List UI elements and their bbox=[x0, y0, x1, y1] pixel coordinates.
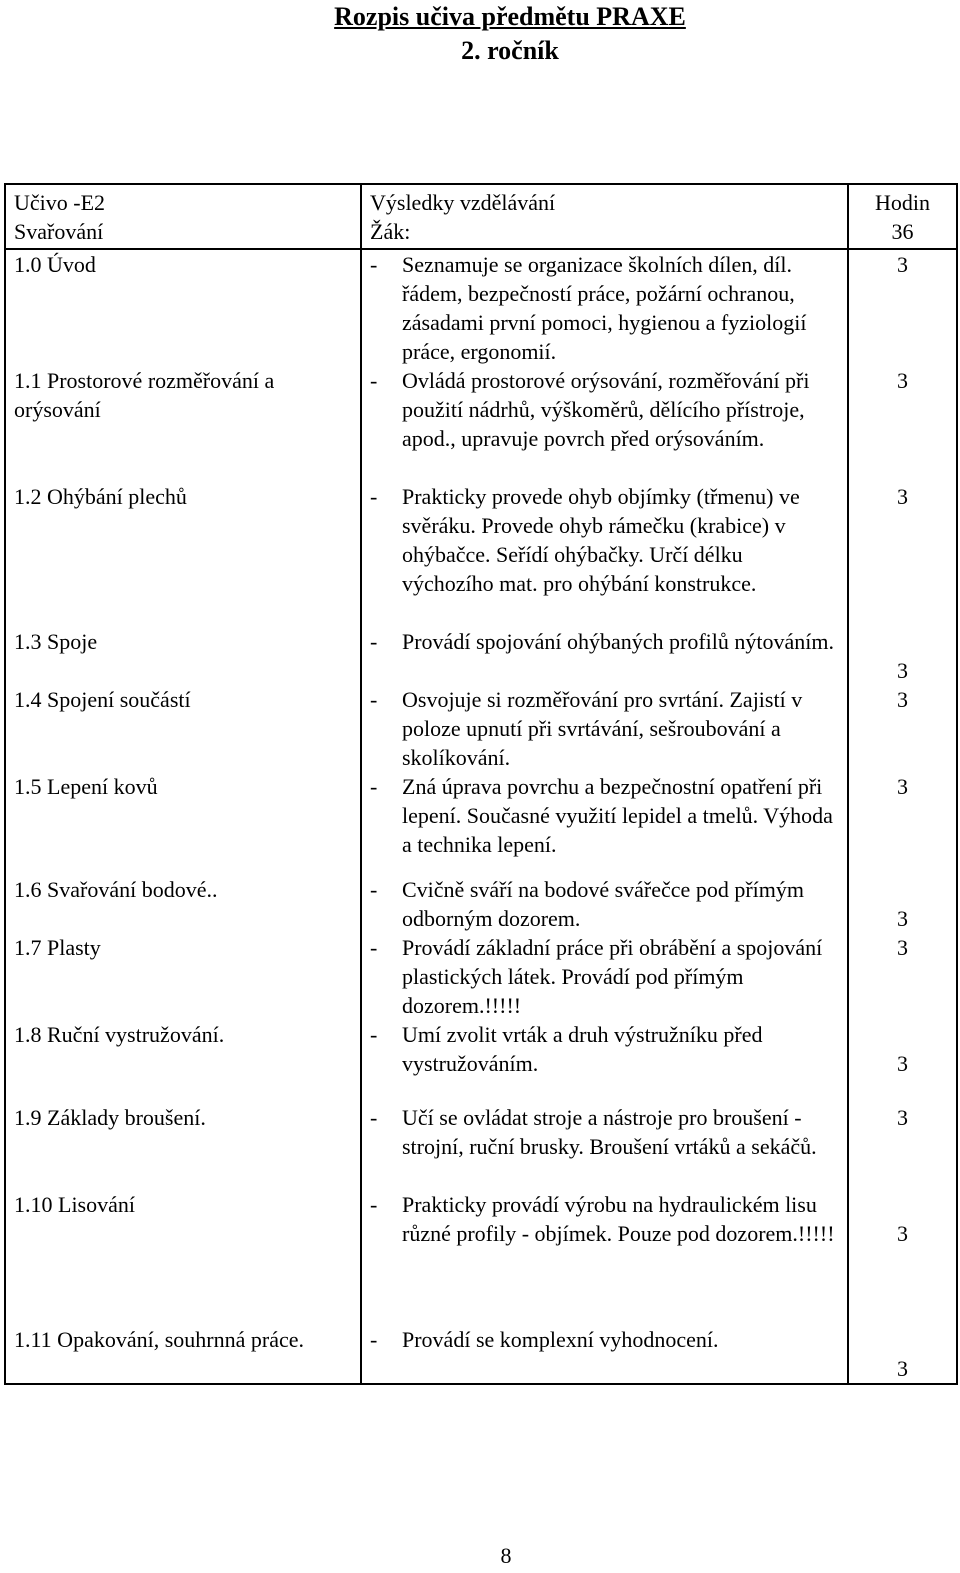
topic-cell bbox=[5, 1190, 361, 1325]
result-text: Prakticky provádí výrobu na hydraulickém lisu různé profily - objímek. Pouze pod dozorem.!!!!! bbox=[402, 1192, 835, 1246]
result-dash: - bbox=[370, 1105, 378, 1130]
page-number: 8 bbox=[500, 1543, 512, 1568]
topic-cell bbox=[5, 685, 361, 772]
table-row bbox=[5, 366, 957, 482]
title-line-2: 2. ročník bbox=[461, 36, 559, 65]
hours-cell: 3 bbox=[848, 366, 957, 482]
table-row bbox=[5, 1103, 957, 1190]
hours-cell: 3 bbox=[848, 627, 957, 685]
hours-cell: 3 bbox=[848, 685, 957, 772]
table-row bbox=[5, 685, 957, 772]
result-cell bbox=[361, 1325, 848, 1384]
topic-label: 1.9 Základy broušení. bbox=[14, 1105, 206, 1130]
result-cell bbox=[361, 875, 848, 933]
hours-cell: 3 bbox=[848, 1325, 957, 1384]
header-topic-line-1: Učivo -E2 bbox=[14, 190, 106, 215]
topic-label: 1.7 Plasty bbox=[14, 935, 101, 960]
header-topic-cell bbox=[5, 184, 361, 249]
result-text: Ovládá prostorové orýsování, rozměřování při použití nádrhů, výškoměrů, dělícího přístroje, apod., upravuje povrch před orýsováním. bbox=[402, 368, 810, 451]
result-dash: - bbox=[370, 1022, 378, 1047]
result-text: Prakticky provede ohyb objímky (třmenu) ve svěráku. Provede ohyb rámečku (krabice) v ohýbačce. Seřídí ohýbačky. Určí délku výchozího mat. pro ohýbání konstrukce. bbox=[402, 484, 800, 596]
table-row bbox=[5, 1325, 957, 1384]
topic-label: 1.10 Lisování bbox=[14, 1192, 135, 1217]
table-row bbox=[5, 249, 957, 366]
topic-label: 1.4 Spojení součástí bbox=[14, 687, 191, 712]
result-text: Osvojuje si rozměřování pro svrtání. Zajistí v poloze upnutí při svrtávání, sešroubování a skolíkování. bbox=[402, 687, 803, 770]
topic-cell bbox=[5, 1103, 361, 1190]
header-hours-line-2: 36 bbox=[891, 219, 914, 244]
result-cell bbox=[361, 772, 848, 875]
result-dash: - bbox=[370, 629, 378, 654]
result-dash: - bbox=[370, 484, 378, 509]
topic-label: 1.1 Prostorové rozměřování a orýsování bbox=[14, 368, 275, 422]
result-cell bbox=[361, 1190, 848, 1325]
hours-cell: 3 bbox=[848, 772, 957, 875]
result-text: Provádí spojování ohýbaných profilů nýtováním. bbox=[402, 629, 834, 654]
result-cell bbox=[361, 249, 848, 366]
topic-label: 1.3 Spoje bbox=[14, 629, 98, 654]
result-text: Zná úprava povrchu a bezpečnostní opatření při lepení. Současné využití lepidel a tmelů. Výhoda a technika lepení. bbox=[402, 774, 833, 857]
hours-cell: 3 bbox=[848, 1190, 957, 1325]
hours-cell: 3 bbox=[848, 1103, 957, 1190]
hours-cell: 3 bbox=[848, 482, 957, 627]
topic-cell bbox=[5, 875, 361, 933]
result-cell bbox=[361, 1103, 848, 1190]
topic-label: 1.0 Úvod bbox=[14, 252, 96, 277]
result-cell bbox=[361, 366, 848, 482]
table-row bbox=[5, 482, 957, 627]
table-row bbox=[5, 1020, 957, 1103]
result-cell bbox=[361, 685, 848, 772]
table-header-row bbox=[5, 184, 957, 249]
header-results-cell bbox=[361, 184, 848, 249]
result-cell bbox=[361, 627, 848, 685]
topic-label: 1.8 Ruční vystružování. bbox=[14, 1022, 225, 1047]
header-topic-line-2: Svařování bbox=[14, 219, 104, 244]
topic-cell bbox=[5, 772, 361, 875]
table-row bbox=[5, 875, 957, 933]
topic-label: 1.6 Svařování bodové.. bbox=[14, 877, 218, 902]
result-dash: - bbox=[370, 368, 378, 393]
header-hours-line-1: Hodin bbox=[875, 190, 930, 215]
topic-cell bbox=[5, 933, 361, 1020]
result-dash: - bbox=[370, 1192, 378, 1217]
result-cell bbox=[361, 1020, 848, 1103]
result-text: Učí se ovládat stroje a nástroje pro broušení - strojní, ruční brusky. Broušení vrtáků a sekáčů. bbox=[402, 1105, 817, 1159]
result-cell bbox=[361, 933, 848, 1020]
result-dash: - bbox=[370, 774, 378, 799]
header-results-line-1: Výsledky vzdělávání bbox=[370, 190, 556, 215]
topic-cell bbox=[5, 1020, 361, 1103]
topic-label: 1.5 Lepení kovů bbox=[14, 774, 158, 799]
topic-label: 1.11 Opakování, souhrnná práce. bbox=[14, 1327, 304, 1352]
hours-cell: 3 bbox=[848, 1020, 957, 1103]
table-row bbox=[5, 1190, 957, 1325]
table-row bbox=[5, 933, 957, 1020]
topic-cell bbox=[5, 249, 361, 366]
topic-cell bbox=[5, 627, 361, 685]
result-dash: - bbox=[370, 935, 378, 960]
result-dash: - bbox=[370, 687, 378, 712]
result-dash: - bbox=[370, 877, 378, 902]
result-text: Provádí se komplexní vyhodnocení. bbox=[402, 1327, 719, 1352]
table-row bbox=[5, 772, 957, 875]
topic-cell bbox=[5, 482, 361, 627]
result-text: Provádí základní práce při obrábění a spojování plastických látek. Provádí pod přímým dozorem.!!!!! bbox=[402, 935, 823, 1018]
header-hours-cell bbox=[848, 184, 957, 249]
result-cell bbox=[361, 482, 848, 627]
header-results-line-2: Žák: bbox=[370, 219, 411, 244]
result-text: Seznamuje se organizace školních dílen, díl. řádem, bezpečností práce, požární ochranou, zásadami první pomoci, hygienou a fyziologií práce, ergonomií. bbox=[402, 252, 807, 364]
page-title bbox=[0, 0, 960, 68]
result-dash: - bbox=[370, 252, 378, 277]
result-dash: - bbox=[370, 1327, 378, 1352]
hours-cell: 3 bbox=[848, 933, 957, 1020]
title-line-1: Rozpis učiva předmětu PRAXE bbox=[334, 2, 686, 31]
topic-cell bbox=[5, 1325, 361, 1384]
table-row bbox=[5, 627, 957, 685]
curriculum-table bbox=[4, 183, 958, 1385]
hours-cell: 3 bbox=[848, 875, 957, 933]
topic-cell bbox=[5, 366, 361, 482]
hours-cell: 3 bbox=[848, 249, 957, 366]
topic-label: 1.2 Ohýbání plechů bbox=[14, 484, 187, 509]
result-text: Cvičně sváří na bodové svářečce pod přímým odborným dozorem. bbox=[402, 877, 804, 931]
result-text: Umí zvolit vrták a druh výstružníku před vystružováním. bbox=[402, 1022, 763, 1076]
